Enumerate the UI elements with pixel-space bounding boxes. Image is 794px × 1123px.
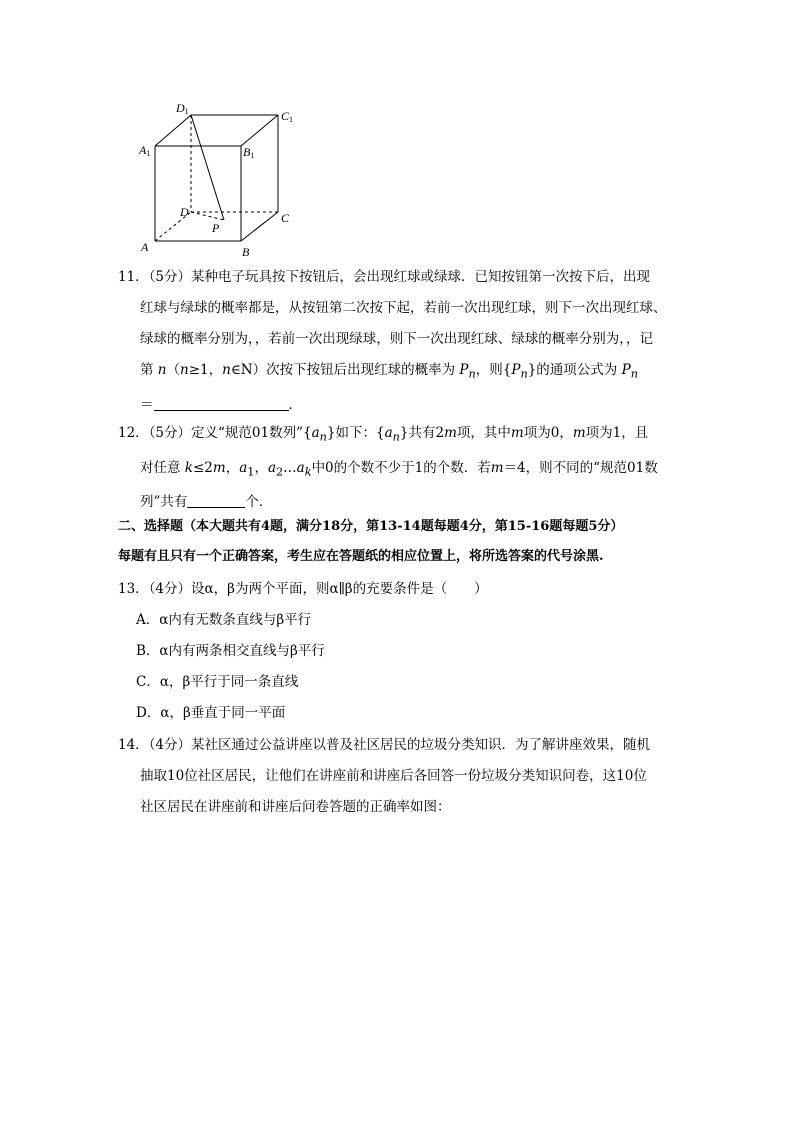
- answer-blank-12[interactable]: [187, 493, 245, 508]
- q13-option-a[interactable]: A．α内有无数条直线与β平行: [136, 612, 312, 628]
- q11-line-1: 11．（5分）某种电子玩具按下按钮后，会出现红球或绿球．已知按钮第一次按下后，出现: [118, 269, 651, 285]
- edge-B1C1: [241, 115, 278, 146]
- q13-option-d[interactable]: D．α，β垂直于同一平面: [136, 705, 286, 721]
- hidden-segment-DP: [191, 212, 224, 220]
- q12-line-2: 对任意 k≤2m，$a_1$，$a_2\dots a_k$中0的个数不少于1的个数．若m＝4，则不同的“规范01数: [140, 459, 658, 479]
- label-D: D: [180, 205, 189, 219]
- q11-line-2: 红球与绿球的概率都是，从按钮第二次按下起，若前一次出现红球，则下一次出现红球、: [140, 300, 667, 316]
- q14-line-3: 社区居民在讲座前和讲座后问卷答题的正确率如图：: [140, 799, 451, 815]
- label-P: P: [212, 221, 220, 235]
- edge-A1D1: [155, 115, 191, 146]
- question-11: [118, 262, 688, 421]
- label-A1: A1: [139, 143, 151, 158]
- cube-figure: [128, 96, 308, 261]
- label-D1: D1: [176, 101, 189, 116]
- q12-line-1: 12．（5分）定义“规范01数列$”\{a_n\}$如下：$\{a_n\}$共有2m项，其中m项为0，m项为1，且: [118, 425, 649, 444]
- question-13: [118, 574, 688, 729]
- label-B1: B1: [243, 145, 255, 160]
- q11-line-3: 绿球的概率分别为，，若前一次出现绿球，则下一次出现红球、绿球的概率分别为，，记: [140, 331, 653, 347]
- question-14: [118, 730, 688, 823]
- section-2-heading: [118, 512, 718, 572]
- q13-stem: 13．（4分）设α，β为两个平面，则α∥β的充要条件是（ ）: [118, 581, 488, 597]
- q12-line-3: 列”共有 个．: [140, 494, 273, 511]
- q13-option-b[interactable]: B．α内有两条相交直线与β平行: [136, 643, 325, 659]
- answer-blank-11[interactable]: [154, 396, 289, 411]
- label-A: A: [141, 240, 149, 254]
- q11-line-4: 第 n（n≥1，n∈N）次按下按钮后出现红球的概率为 $P_n$，则$\{P_n\}$的通项公式为 $P_n$: [140, 362, 638, 381]
- q13-option-c[interactable]: C．α，β平行于同一条直线: [136, 674, 299, 690]
- segment-D1P: [191, 115, 224, 220]
- edge-BC: [241, 212, 278, 241]
- label-B: B: [242, 245, 250, 259]
- label-C1: C1: [281, 109, 294, 124]
- section-2-instructions: 每题有且只有一个正确答案，考生应在答题纸的相应位置上，将所选答案的代号涂黑.: [118, 549, 604, 564]
- label-C: C: [281, 211, 290, 225]
- section-2-title: 二、选择题（本大题共有4题，满分18分，第13-14题每题4分，第15-16题每题5分）: [118, 519, 624, 534]
- q11-line-5: ＝ ．: [140, 396, 302, 413]
- q14-line-2: 抽取10位社区居民，让他们在讲座前和讲座后各回答一份垃圾分类知识问卷，这10位: [140, 768, 647, 784]
- question-12: [118, 418, 688, 518]
- q14-line-1: 14．（4分）某社区通过公益讲座以普及社区居民的垃圾分类知识．为了解讲座效果，随机: [118, 737, 651, 753]
